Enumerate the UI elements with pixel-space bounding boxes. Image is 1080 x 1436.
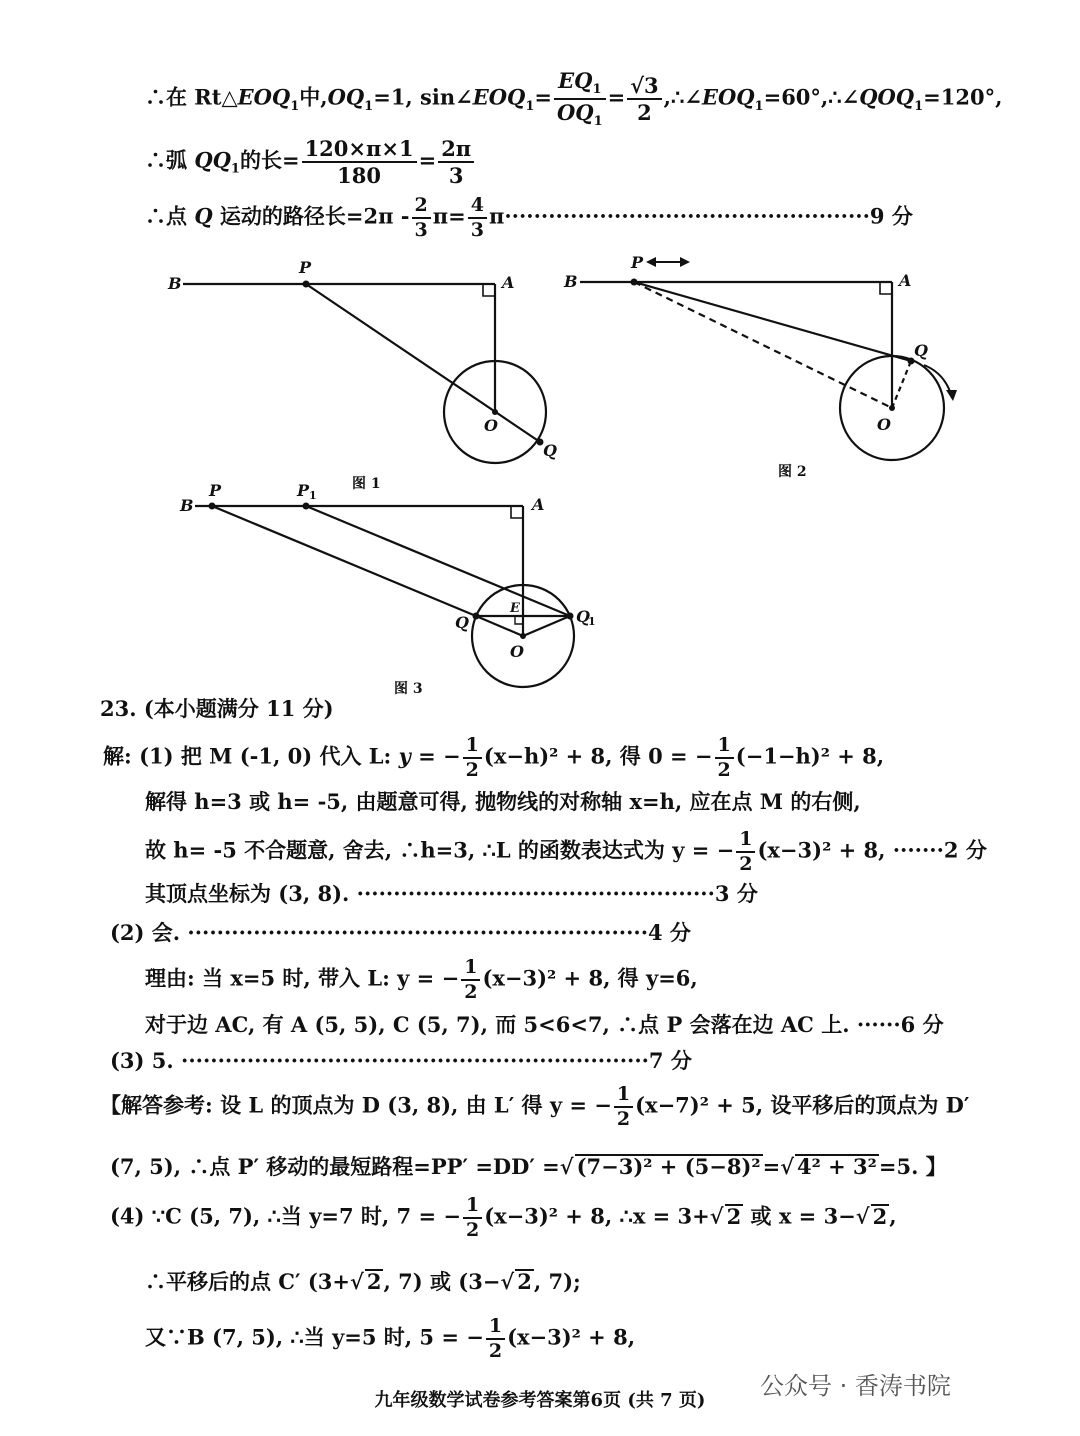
sqrt-expression: 2	[517, 1269, 532, 1294]
line-2: ∴弧 $QQ_1$的长= $\frac{120\times\pi\times 1}{180}$ = $\frac{2\pi}{3}$	[145, 138, 476, 186]
label-O: O	[510, 642, 524, 661]
label-Q: Q	[455, 613, 469, 632]
text: 解: (1) 把 M (-1, 0) 代入 L:	[103, 743, 392, 769]
fraction: $\frac{1}{2}$	[461, 958, 480, 1002]
line-s2: 解得 h=3 或 h= -5, 由题意可得, 抛物线的对称轴 x=h, 应在点 M 的右侧,	[145, 789, 861, 814]
fraction: $\frac{1}{2}$	[463, 736, 482, 780]
figure-2-caption: 图 2	[778, 464, 807, 480]
text: 理由: 当 x=5 时, 带入 L: y = −	[145, 965, 460, 991]
label-B: B	[180, 496, 194, 515]
sqrt-expression: 2	[872, 1203, 888, 1229]
line-s7: 对于边 AC, 有 A (5, 5), C (5, 7), 而 5<6<7, ∴点 P 会落在边 AC 上. ······6 分	[145, 1012, 944, 1037]
text: 中,	[299, 84, 328, 110]
watermark: 公众号 · 香涛书院	[760, 1372, 951, 1400]
figure-1-caption: 图 1	[352, 476, 381, 492]
line-1: ∴在 $Rt\triangle EOQ_1$中$,OQ_1=1$, $\sin\angle EOQ_1=$ $\frac{EQ_1}{OQ_1}$ = $\frac{√3}{2}$ $,\therefore\angle EOQ_1=60^\circ,\therefore\angle QOQ_1=120^\circ$,	[145, 68, 1003, 130]
sqrt-expression: (7−3)² + (5−8)²	[576, 1154, 761, 1179]
text: , 7) 或 (3−	[383, 1269, 501, 1294]
fraction: $\frac{√3}{2}$	[627, 75, 661, 123]
text: (x−3)² + 8, ·······2 分	[757, 837, 987, 863]
line-s12: ∴平移后的点 C′ (3+√ 2, 7) 或 (3−√ 2, 7);	[145, 1269, 581, 1294]
label-P1: P	[297, 481, 310, 500]
label-B: B	[168, 274, 182, 293]
sqrt-expression: 4² + 3²	[797, 1154, 877, 1179]
label-Q: Q	[543, 441, 557, 460]
text: (x−3)² + 8, 得 y=6,	[482, 965, 698, 991]
text: 故 h= -5 不合题意, 舍去, ∴h=3, ∴L 的函数表达式为 y = −	[145, 837, 735, 863]
label-P1-sub: 1	[309, 489, 317, 502]
label-E: E	[510, 601, 520, 616]
label-Q1: Q	[576, 607, 590, 626]
q23-heading: 23. (本小题满分 11 分)	[100, 696, 334, 721]
text: (4) ∵C (5, 7), ∴当 y=7 时, 7 = −	[110, 1203, 461, 1229]
text: ∴弧	[145, 147, 187, 173]
fraction: $\frac{2}{3}$	[412, 196, 431, 240]
label-O: O	[877, 415, 891, 434]
text: , 7);	[533, 1269, 581, 1294]
fraction: $\frac{1}{2}$	[614, 1085, 633, 1129]
fraction: $\frac{2\pi}{3}$	[438, 138, 474, 186]
line-3: ∴点 Q 运动的路径长=2π - $\frac{2}{3}$ π= $\frac{4}{3}$ π··················································9 分	[145, 194, 913, 241]
fraction: $\frac{EQ_1}{OQ_1}$	[554, 70, 606, 128]
text: π	[488, 203, 505, 229]
line-s13	[145, 1317, 635, 1361]
text: 的长=	[239, 147, 300, 173]
line-s1: 解: (1) 把 M (-1, 0) 代入 L: y = − $\frac{1}{2}$ (x−h)² + 8, 得 0 = − $\frac{1}{2}$ (−1−h)² + 8,	[103, 734, 885, 781]
geometry-figures	[0, 240, 1080, 710]
label-P: P	[299, 258, 312, 277]
text: =120°,	[923, 84, 1003, 110]
line-s8: (3) 5. ································································7 分	[110, 1048, 692, 1073]
line-s4: 其顶点坐标为 (3, 8). ·················································3 分	[145, 881, 758, 906]
text: 又∵B (7, 5), ∴当 y=5 时, 5 = −	[145, 1324, 484, 1350]
text: π=	[432, 203, 466, 229]
sqrt-expression: 2	[726, 1203, 742, 1229]
label-P: P	[209, 481, 222, 500]
line-s6	[145, 958, 698, 1002]
label-O: O	[484, 416, 498, 435]
line-s5: (2) 会. ·······························································4 分	[110, 920, 691, 945]
text: (x−7)² + 5, 设平移后的顶点为 D′	[635, 1092, 970, 1118]
fraction: $\frac{1}{2}$	[463, 1196, 482, 1240]
fraction: $\frac{1}{2}$	[736, 830, 755, 874]
text: ∴点	[145, 203, 187, 229]
text: ∴	[670, 84, 685, 110]
fraction: $\frac{120\times\pi\times 1}{180}$	[302, 138, 417, 186]
text: =60°,∴	[763, 84, 842, 110]
figure-3-caption: 图 3	[394, 681, 423, 697]
line-s3	[145, 830, 987, 874]
text: =	[762, 1154, 781, 1179]
text: ∴在	[145, 84, 187, 110]
page-footer: 九年级数学试卷参考答案第6页 (共 7 页)	[374, 1390, 706, 1411]
label-P: P	[631, 253, 644, 272]
text: (7, 5), ∴点 P′ 移动的最短路程=PP′ =DD′ =	[110, 1154, 560, 1179]
label-Q1-sub: 1	[588, 615, 596, 628]
text: (x−h)² + 8, 得 0 = −	[483, 743, 713, 769]
text: =5. 】	[878, 1154, 947, 1179]
label-A: A	[532, 495, 545, 514]
text: ,	[889, 1203, 897, 1229]
score: ··················································9 分	[504, 203, 913, 229]
line-s10: (7, 5), ∴点 P′ 移动的最短路程=PP′ =DD′ =√ (7−3)² + (5−8)²=√ 4² + 3²=5. 】	[110, 1154, 947, 1179]
text: 或 x = 3−	[750, 1203, 856, 1229]
text: 运动的路径长=2π -	[219, 203, 410, 229]
text: ∴平移后的点 C′ (3+	[145, 1269, 351, 1294]
text: (x−3)² + 8,	[507, 1324, 636, 1350]
sqrt-expression: 2	[366, 1269, 382, 1294]
fraction: $\frac{1}{2}$	[486, 1317, 505, 1361]
label-A: A	[502, 273, 515, 292]
text: (−1−h)² + 8,	[735, 743, 885, 769]
text: (x−3)² + 8, ∴x = 3+	[484, 1203, 710, 1229]
label-A: A	[899, 271, 912, 290]
line-s11: (4) ∵C (5, 7), ∴当 y=7 时, 7 = − $\frac{1}{2}$ (x−3)² + 8, ∴x = 3+√ 2 或 x = 3−√ 2,	[110, 1194, 897, 1241]
label-Q: Q	[914, 341, 928, 360]
text: =1,	[373, 84, 413, 110]
line-s9	[100, 1085, 969, 1129]
text: 【解答参考: 设 L 的顶点为 D (3, 8), 由 L′ 得 y = −	[100, 1092, 612, 1118]
fraction: $\frac{1}{2}$	[715, 736, 734, 780]
label-B: B	[564, 272, 578, 291]
fraction: $\frac{4}{3}$	[468, 196, 487, 240]
